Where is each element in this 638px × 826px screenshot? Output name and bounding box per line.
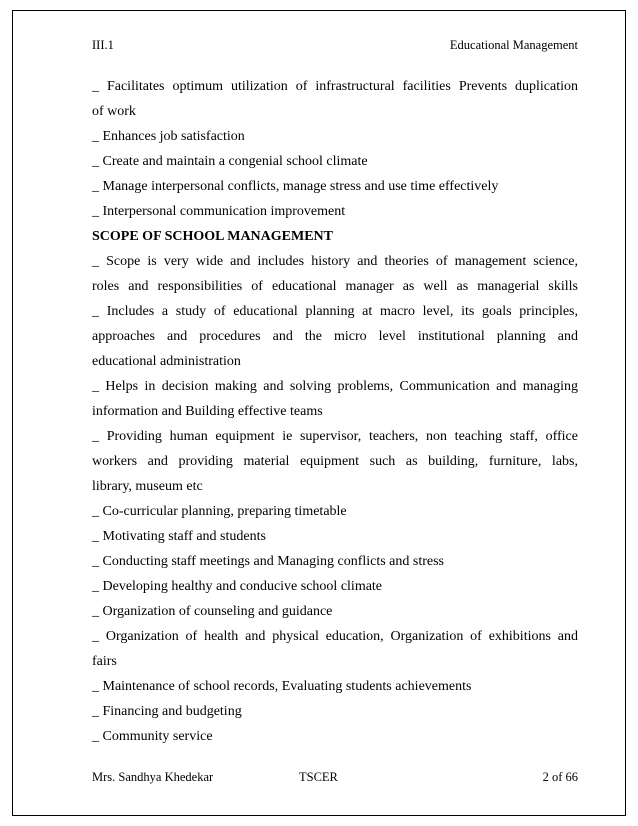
continuation-line: workers and providing material equipment such as building, furniture, labs,	[92, 454, 578, 469]
bullet-line: _ Community service	[92, 729, 213, 744]
bullet-line: _ Co-curricular planning, preparing timetable	[92, 504, 347, 519]
continuation-line: educational administration	[92, 354, 241, 369]
continuation-line: approaches and procedures and the micro level institutional planning and	[92, 329, 578, 344]
bullet-line: _ Scope is very wide and includes history and theories of management science,	[92, 254, 578, 269]
bullet-line: _ Facilitates optimum utilization of infrastructural facilities Prevents duplication	[92, 79, 578, 94]
section-heading: SCOPE OF SCHOOL MANAGEMENT	[92, 229, 334, 244]
page-content	[92, 74, 578, 749]
continuation-line: roles and responsibilities of educational manager as well as managerial skills	[92, 279, 578, 294]
footer-institute: TSCER	[299, 770, 338, 784]
continuation-line: of work	[92, 104, 136, 119]
bullet-line: _ Providing human equipment ie supervisor, teachers, non teaching staff, office	[92, 429, 578, 444]
bullet-line: _ Enhances job satisfaction	[92, 129, 245, 144]
bullet-line: _ Create and maintain a congenial school climate	[92, 154, 368, 169]
bullet-line: _ Includes a study of educational planning at macro level, its goals principles,	[92, 304, 578, 319]
bullet-line: _ Organization of counseling and guidance	[92, 604, 333, 619]
bullet-line: _ Manage interpersonal conflicts, manage stress and use time effectively	[92, 179, 499, 194]
bullet-line: _ Developing healthy and conducive school climate	[92, 579, 383, 594]
continuation-line: fairs	[92, 654, 117, 669]
header-section-number: III.1	[92, 38, 114, 52]
bullet-line: _ Conducting staff meetings and Managing conflicts and stress	[92, 554, 445, 569]
continuation-line: library, museum etc	[92, 479, 203, 494]
bullet-line: _ Motivating staff and students	[92, 529, 266, 544]
footer-page-number: 2 of 66	[542, 770, 578, 784]
bullet-line: _ Interpersonal communication improvement	[92, 204, 346, 219]
bullet-line: _ Organization of health and physical education, Organization of exhibitions and	[92, 629, 578, 644]
header-subject-title: Educational Management	[449, 38, 578, 52]
bullet-line: _ Helps in decision making and solving problems, Communication and managing	[92, 379, 578, 394]
bullet-line: _ Maintenance of school records, Evaluating students achievements	[92, 679, 472, 694]
continuation-line: information and Building effective teams	[92, 404, 323, 419]
footer-author: Mrs. Sandhya Khedekar	[92, 770, 214, 784]
bullet-line: _ Financing and budgeting	[92, 704, 242, 719]
